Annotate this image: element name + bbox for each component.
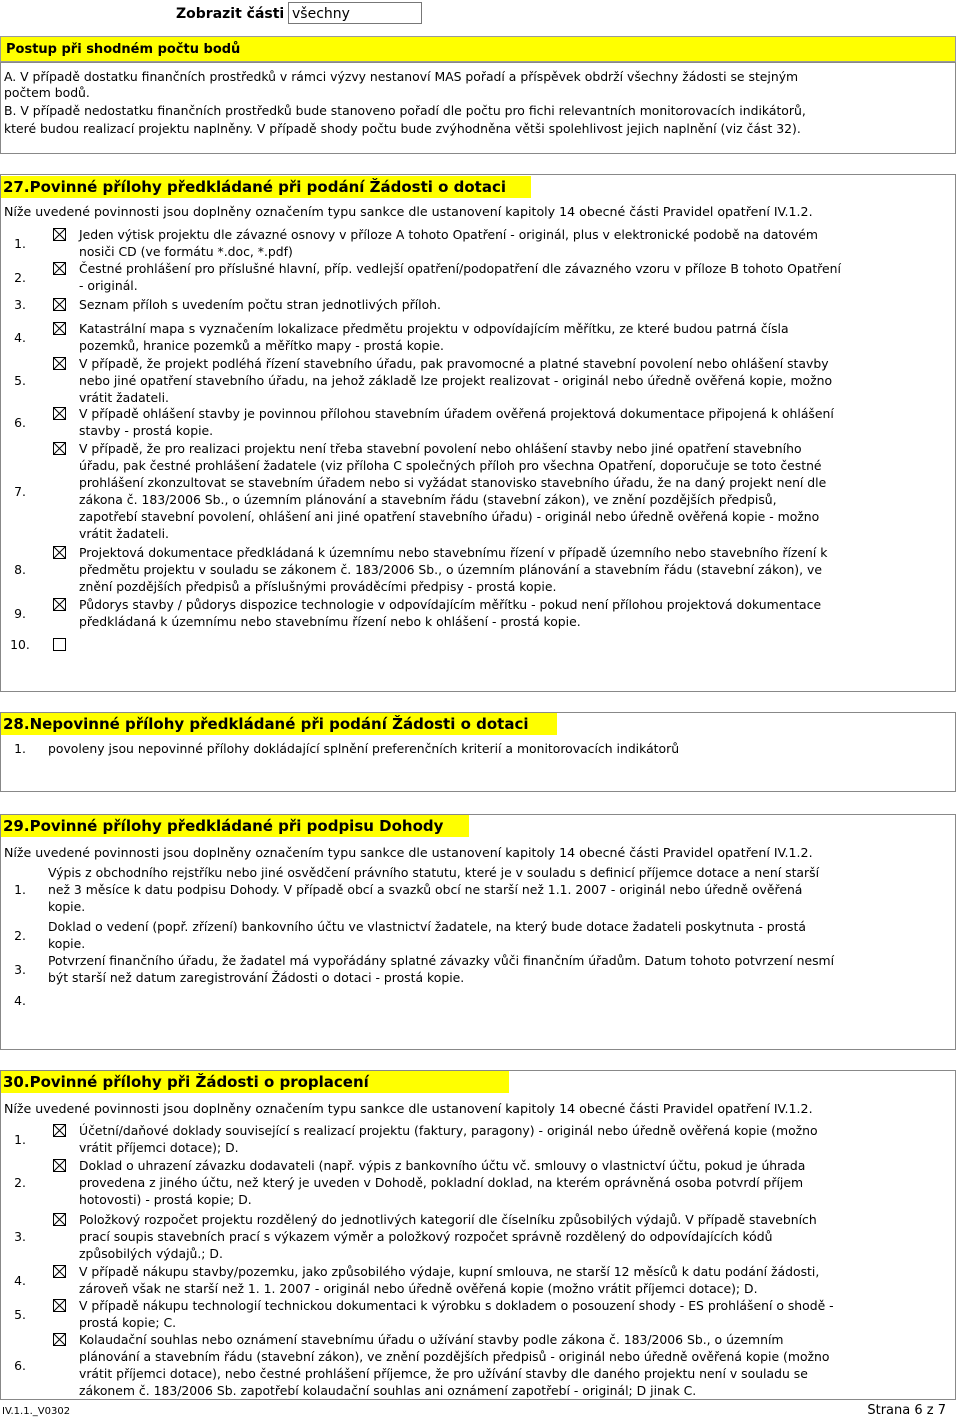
section-30-subtitle: Níže uvedené povinnosti jsou doplněny označením typu sankce dle ustanovení kapitoly 14 obecné části Pravidel opatření IV.1.2.	[4, 1101, 813, 1116]
item-text-line: stavby - prostá kopie.	[79, 423, 214, 438]
item-checkbox[interactable]	[53, 1265, 66, 1278]
item-checkbox[interactable]	[53, 638, 66, 651]
checkmark-x-icon	[54, 1266, 65, 1277]
item-text-line: pozemků, hranice pozemků a měřítko mapy - prostá kopie.	[79, 338, 444, 353]
item-number: 3.	[14, 961, 26, 977]
item-text-line: hotovosti) - prostá kopie; D.	[79, 1192, 252, 1207]
item-text-line: plánování a stavebním řádu (stavební zákon), ve znění pozdějších předpisů - originál nebo úředně ověřená kopie (možno	[79, 1349, 830, 1364]
checkmark-x-icon	[54, 1334, 65, 1345]
footer-code: IV.1.1._V0302	[2, 1406, 71, 1417]
points-line-2: počtem bodů.	[4, 85, 90, 100]
item-number: 2.	[14, 1175, 26, 1190]
item-number: 7.	[14, 483, 26, 499]
item-text-line: kopie.	[48, 899, 86, 914]
item-text-line: povoleny jsou nepovinné přílohy dokládající splnění preferenčních kriterií a monitorovacích indikátorů	[48, 741, 680, 756]
item-text-line: Projektová dokumentace předkládaná k územnímu nebo stavebnímu řízení v případě územního nebo stavebního řízení k	[79, 545, 828, 560]
item-checkbox[interactable]	[53, 407, 66, 420]
item-number: 1.	[14, 1131, 26, 1147]
section-28-title: 28.Nepovinné přílohy předkládané při podání Žádosti o dotaci	[1, 713, 557, 735]
item-text-line: být starší než datum zaregistrování Žádosti o dotaci - prostá kopie.	[48, 970, 465, 985]
item-checkbox[interactable]	[53, 442, 66, 455]
checkmark-x-icon	[54, 1300, 65, 1311]
item-text-line: Doklad o uhrazení závazku dodavateli (např. výpis z bankovního účtu vč. smlouvy o vlastnictví účtu, pokud je úhrada	[79, 1158, 806, 1173]
item-checkbox[interactable]	[53, 298, 66, 311]
checkmark-x-icon	[54, 299, 65, 310]
item-number: 5.	[14, 1306, 26, 1322]
item-text-line: - originál.	[79, 278, 138, 293]
item-text-line: zároveň však ne starší než 1. 1. 2007 - originál nebo úředně ověřená kopie (možno vrátit příjemci dotace); D.	[79, 1281, 758, 1296]
item-text-line: Seznam příloh s uvedením počtu stran jednotlivých příloh.	[79, 297, 441, 312]
points-section-title: Postup při shodném počtu bodů	[0, 36, 956, 62]
item-number: 6.	[14, 414, 26, 430]
item-text-line: prohlášení zkonzultovat se stavebním úřadem nebo si vyžádat stanovisko stavebního úřadu, že na daný projekt není dle	[79, 475, 827, 490]
item-number: 2.	[14, 927, 26, 943]
checkmark-x-icon	[54, 599, 65, 610]
item-checkbox[interactable]	[53, 322, 66, 335]
item-number: 6.	[14, 1357, 26, 1373]
item-text-line: V případě, že projekt podléhá řízení stavebního úřadu, pak pravomocné a platné stavební povolení nebo ohlášení stavby	[79, 356, 829, 371]
item-text-line: předkládaná k územnímu nebo stavebnímu řízení nebo k ohlášení - prostá kopie.	[79, 614, 581, 629]
item-text-line: než 3 měsíce k datu podpisu Dohody. V případě obcí a svazků obcí ne starší než 1.1. 2007 - originál nebo úředně ověřená	[48, 882, 803, 897]
view-parts-label: Zobrazit části	[176, 6, 285, 22]
item-number: 4.	[14, 993, 26, 1008]
section-27-title: 27.Povinné přílohy předkládané při podání Žádosti o dotaci	[1, 176, 531, 198]
item-text-line: nosiči CD (ve formátu *.doc, *.pdf)	[79, 244, 293, 259]
item-text-line: vrátit žadateli.	[79, 526, 169, 541]
points-line-4: které budou realizací projektu naplněny. V případě shody počtu bude zvýhodněna větši spolehlivost jejich naplnění (viz část 32).	[4, 121, 801, 136]
item-text-line: provedena z jiného účtu, než který je uveden v Dohodě, pokladní doklad, na kterém oprávněná osoba potvrdí příjem	[79, 1175, 804, 1190]
item-text-line: zapotřebí stavební povolení, ohlášení ani jiné opatření stavebního úřadu) - originál nebo úředně ověřená kopie - možno	[79, 509, 820, 524]
item-text-line: znění pozdějších předpisů a příslušnými prováděcími předpisy - prostá kopie.	[79, 579, 557, 594]
checkmark-x-icon	[54, 408, 65, 419]
item-number: 4.	[14, 1272, 26, 1288]
checkmark-x-icon	[54, 263, 65, 274]
item-text-line: Kolaudační souhlas nebo oznámení stavebnímu úřadu o užívání stavby podle zákona č. 183/2006 Sb., o územním	[79, 1332, 784, 1347]
item-text-line: V případě nákupu technologií technickou dokumentaci k výrobku s dokladem o posouzení shody - ES prohlášení o shodě -	[79, 1298, 834, 1313]
item-number: 9.	[14, 605, 26, 621]
section-29-title: 29.Povinné přílohy předkládané při podpisu Dohody	[1, 815, 469, 837]
checkmark-x-icon	[54, 1160, 65, 1171]
item-text-line: vrátit příjemci dotace); D.	[79, 1140, 239, 1155]
item-checkbox[interactable]	[53, 228, 66, 241]
checkmark-x-icon	[54, 229, 65, 240]
item-number: 8.	[14, 562, 26, 577]
item-text-line: V případě ohlášení stavby je povinnou přílohou stavebním úřadem ověřená projektová dokumentace připojená k ohlášení	[79, 406, 834, 421]
item-checkbox[interactable]	[53, 357, 66, 370]
item-checkbox[interactable]	[53, 598, 66, 611]
item-checkbox[interactable]	[53, 1159, 66, 1172]
checkmark-x-icon	[54, 1125, 65, 1136]
item-text-line: Katastrální mapa s vyznačením lokalizace předmětu projektu v odpovídajícím měřítku, ze které budou patrná čísla	[79, 321, 789, 336]
item-number: 1.	[14, 741, 26, 756]
item-number: 3.	[14, 297, 26, 312]
item-text-line: Čestné prohlášení pro příslušné hlavní, příp. vedlejší opatření/podopatření dle závazného vzoru v příloze B tohoto Opatření	[79, 261, 841, 276]
section-30-title: 30.Povinné přílohy při Žádosti o proplacení	[1, 1071, 509, 1093]
item-text-line: prostá kopie; C.	[79, 1315, 177, 1330]
item-checkbox[interactable]	[53, 1333, 66, 1346]
item-text-line: prací soupis stavebních prací s výkazem výměr a položkový rozpočet správně rozdělený do odpovídajících kódů	[79, 1229, 773, 1244]
item-number: 3.	[14, 1229, 26, 1244]
item-text-line: způsobilých výdajů.; D.	[79, 1246, 223, 1261]
checkmark-x-icon	[54, 443, 65, 454]
item-text-line: Položkový rozpočet projektu rozdělený do jednotlivých kategorií dle číselníku způsobilých výdajů. V případě stavebních	[79, 1212, 817, 1227]
item-checkbox[interactable]	[53, 1124, 66, 1137]
checkmark-x-icon	[54, 1214, 65, 1225]
item-checkbox[interactable]	[53, 262, 66, 275]
item-number: 10.	[10, 637, 30, 652]
item-text-line: Účetní/daňové doklady související s realizací projektu (faktury, paragony) - originál nebo úředně ověřená kopie (možno	[79, 1123, 818, 1138]
item-text-line: V případě nákupu stavby/pozemku, jako způsobilého výdaje, kupní smlouva, ne starší 12 měsíců k datu podání žádosti,	[79, 1264, 820, 1279]
item-text-line: kopie.	[48, 936, 86, 951]
item-text-line: zákonem č. 183/2006 Sb. zapotřebí kolaudační souhlas ani oznámení zapotřebí - originál; D jinak C.	[79, 1383, 697, 1398]
item-text-line: úřadu, pak čestné prohlášení žadatele (viz příloha C společných příloh pro všechna Opatření, doporučuje se toto čestné	[79, 458, 822, 473]
item-checkbox[interactable]	[53, 546, 66, 559]
section-27-subtitle: Níže uvedené povinnosti jsou doplněny označením typu sankce dle ustanovení kapitoly 14 obecné části Pravidel opatření IV.1.2.	[4, 204, 813, 219]
item-text-line: nebo jiné opatření stavebního úřadu, na jehož základě lze projekt realizovat - originál nebo úředně ověřená kopie, možno	[79, 373, 833, 388]
points-line-1: A. V případě dostatku finančních prostředků v rámci výzvy nestanoví MAS pořadí a příspěvek obdrží všechny žádosti se stejným	[4, 69, 799, 84]
item-text-line: Půdorys stavby / půdorys dispozice technologie v odpovídajícím měřítku - pokud není přílohou projektová dokumentace	[79, 597, 822, 612]
item-text-line: Potvrzení finančního úřadu, že žadatel má vypořádány splatné závazky vůči finančním úřadům. Datum tohoto potvrzení nesmí	[48, 953, 835, 968]
item-text-line: předmětu projektu v souladu se zákonem č. 183/2006 Sb., o územním plánování a stavebním řádu (stavební zákon), ve	[79, 562, 822, 577]
item-checkbox[interactable]	[53, 1299, 66, 1312]
item-text-line: Jeden výtisk projektu dle závazné osnovy v příloze A tohoto Opatření - originál, plus v elektronické podobě na datovém	[79, 227, 818, 242]
item-number: 1.	[14, 882, 26, 897]
item-number: 2.	[14, 269, 26, 285]
item-text-line: Doklad o vedení (popř. zřízení) bankovního účtu ve vlastnictví žadatele, na který bude dotace žadateli poskytnuta - prostá	[48, 919, 806, 934]
item-checkbox[interactable]	[53, 1213, 66, 1226]
checkmark-x-icon	[54, 358, 65, 369]
footer-page: Strana 6 z 7	[867, 1403, 946, 1418]
checkmark-x-icon	[54, 547, 65, 558]
item-text-line: zákona č. 183/2006 Sb., o územním plánování a stavebním řádu (stavební zákon), ve znění pozdějších předpisů,	[79, 492, 777, 507]
checkmark-x-icon	[54, 323, 65, 334]
item-number: 1.	[14, 235, 26, 251]
item-text-line: vrátit žadateli.	[79, 390, 169, 405]
item-text-line: Výpis z obchodního rejstříku nebo jiné osvědčení právního statutu, které je v souladu s definicí příjemce dotace a není starší	[48, 865, 820, 880]
item-text-line: vrátit příjemci dotace), nebo čestné prohlášení příjemce, že pro užívání stavby dle daného projektu není v souladu se	[79, 1366, 808, 1381]
section-29-subtitle: Níže uvedené povinnosti jsou doplněny označením typu sankce dle ustanovení kapitoly 14 obecné části Pravidel opatření IV.1.2.	[4, 845, 813, 860]
item-number: 4.	[14, 329, 26, 345]
item-text-line: V případě, že pro realizaci projektu není třeba stavební povolení nebo ohlášení stavby nebo jiné opatření stavebního	[79, 441, 802, 456]
item-number: 5.	[14, 373, 26, 388]
view-parts-select[interactable]: všechny	[288, 2, 422, 24]
points-line-3: B. V případě nedostatku finančních prostředků bude stanoveno pořadí dle počtu pro fichi relevantních monitorovacích indikátorů,	[4, 103, 806, 118]
